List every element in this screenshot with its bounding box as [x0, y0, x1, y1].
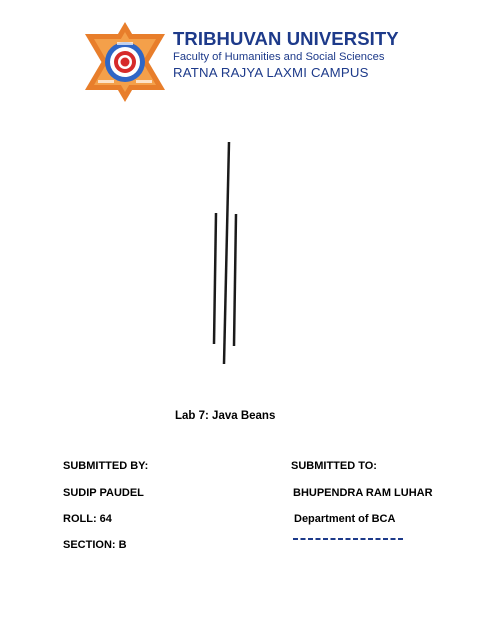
roll-number: ROLL: 64: [63, 513, 112, 525]
campus-name: RATNA RAJYA LAXMI CAMPUS: [173, 65, 369, 80]
faculty-name: Faculty of Humanities and Social Sciences: [173, 51, 385, 63]
student-name: SUDIP PAUDEL: [63, 487, 144, 499]
university-heading: [173, 28, 413, 81]
decorative-lines: [205, 138, 245, 368]
lab-title: Lab 7: Java Beans: [175, 410, 276, 422]
teacher-name: BHUPENDRA RAM LUHAR: [293, 487, 433, 499]
department: Department of BCA: [294, 513, 396, 525]
university-emblem-icon: [80, 20, 170, 104]
university-name: TRIBHUVAN UNIVERSITY: [173, 28, 399, 49]
signature-dash-line: [293, 536, 405, 542]
section: SECTION: B: [63, 539, 127, 551]
submitted-by-heading: SUBMITTED BY:: [63, 460, 149, 472]
submitted-to-heading: SUBMITTED TO:: [291, 460, 377, 472]
header: [80, 20, 410, 104]
